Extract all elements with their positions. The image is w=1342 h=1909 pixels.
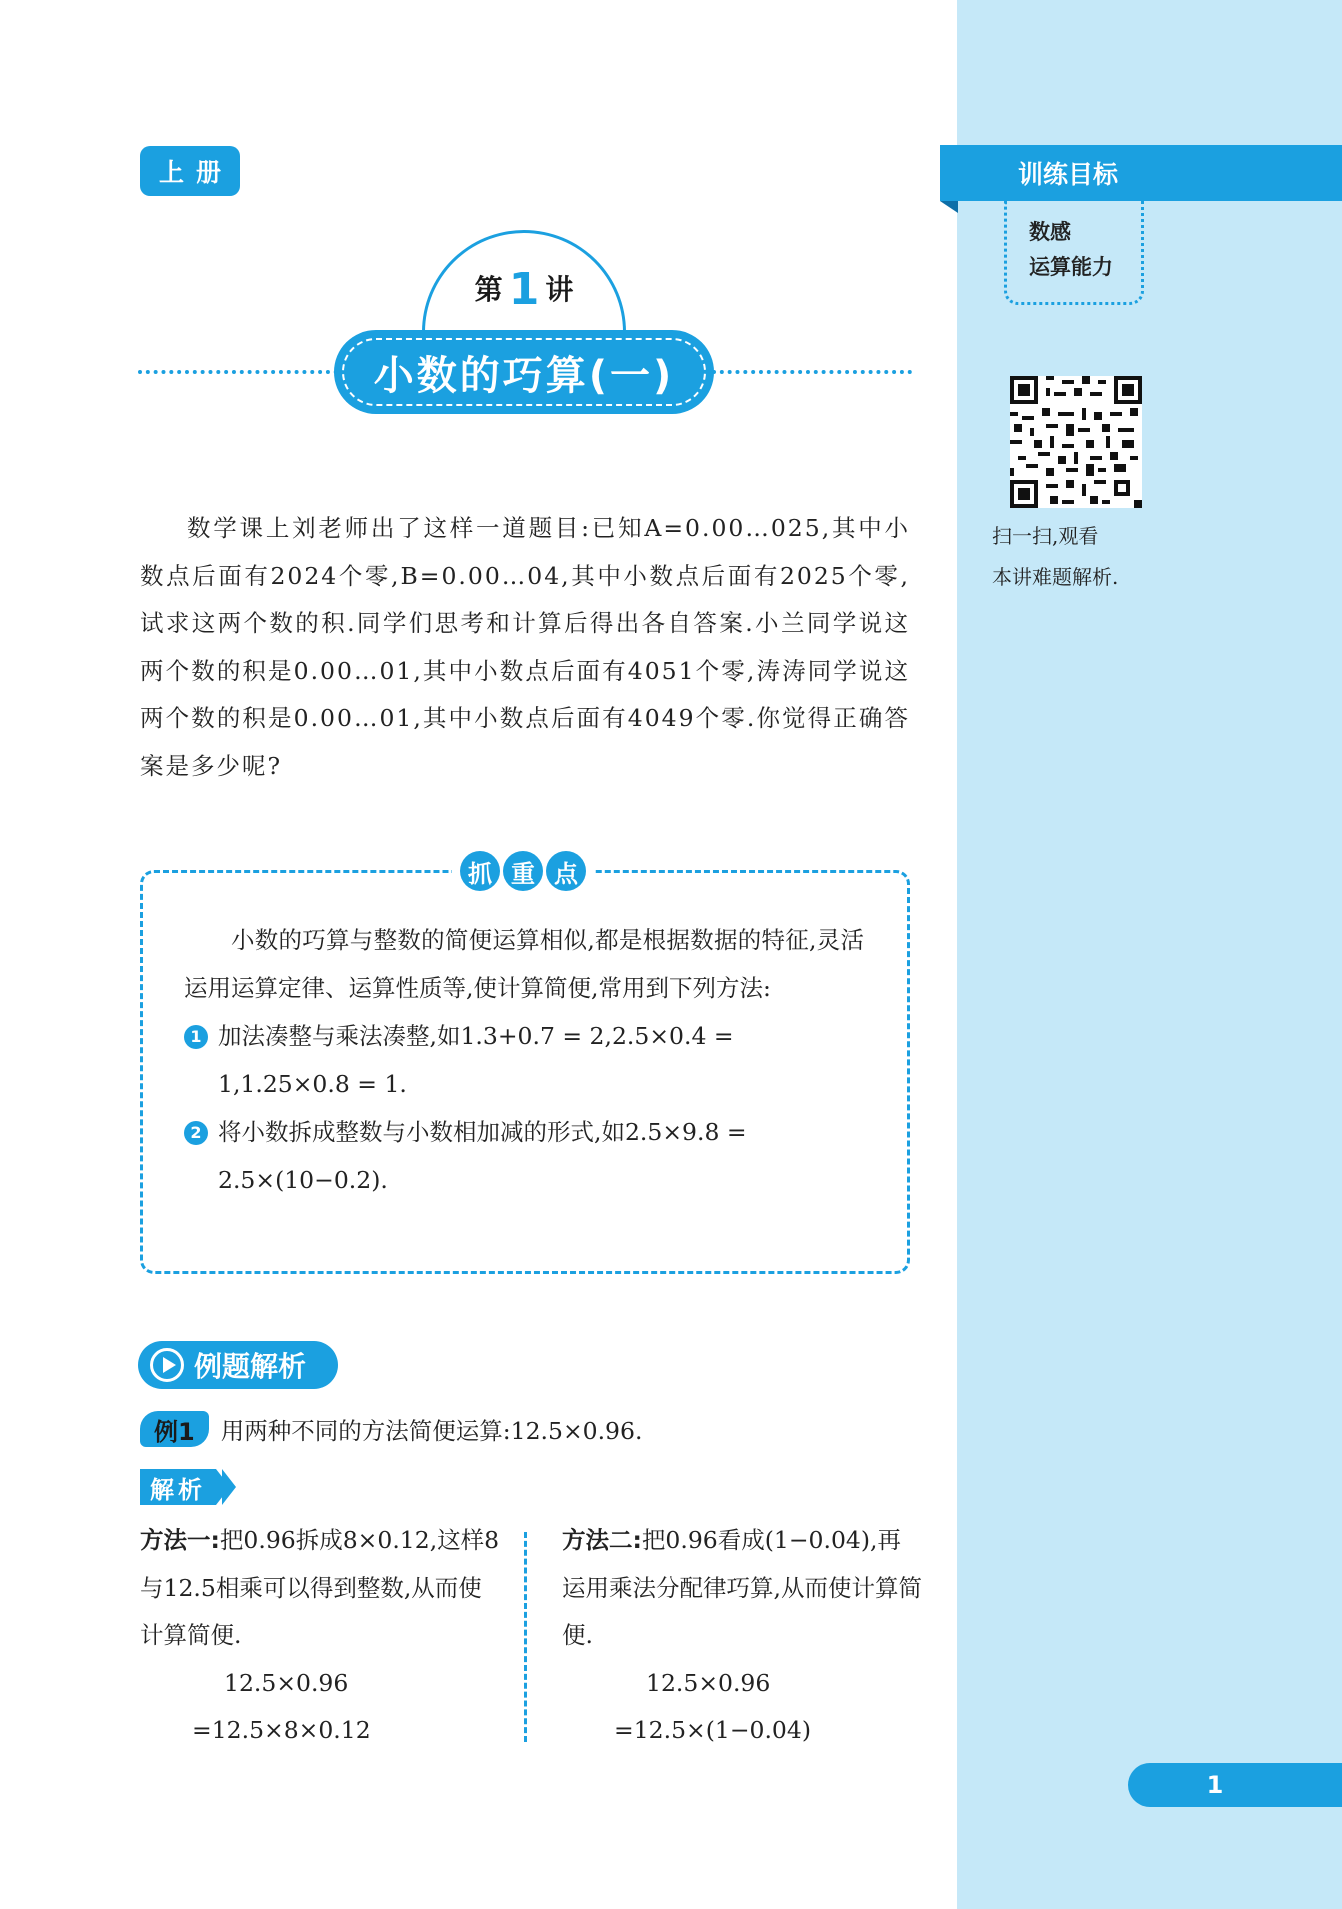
list-item-text: 将小数拆成整数与小数相加减的形式,如2.5×9.8 = 2.5×(10−0.2). xyxy=(218,1118,747,1194)
volume-tag: 上册 xyxy=(140,146,240,196)
example-label: 例1 xyxy=(140,1411,209,1447)
number-badge-icon: 2 xyxy=(184,1121,208,1145)
list-item-text: 加法凑整与乘法凑整,如1.3+0.7 = 2,2.5×0.4 = 1,1.25×0.8 = 1. xyxy=(218,1022,734,1098)
key-points-heading xyxy=(452,851,594,891)
lecture-title-area xyxy=(0,230,957,430)
key-badge: 重 xyxy=(503,851,543,891)
intro-paragraph xyxy=(140,505,910,790)
method-one-step: 12.5×0.96 xyxy=(224,1668,349,1697)
method-one xyxy=(140,1517,500,1755)
key-badge: 点 xyxy=(546,851,586,891)
chevron-right-icon xyxy=(222,1469,236,1505)
method-two-step: =12.5×(1−0.04) xyxy=(614,1716,812,1744)
title-dots-right xyxy=(712,370,912,374)
lecture-number: 第 1 讲 xyxy=(474,264,574,315)
list-item xyxy=(184,1108,864,1204)
method-two-step: 12.5×0.96 xyxy=(646,1668,771,1697)
qr-caption: 扫一扫,观看 本讲难题解析. xyxy=(992,524,1119,589)
section-title: 例题解析 xyxy=(194,1350,307,1383)
lecture-title-pill xyxy=(334,330,714,414)
key-points-content xyxy=(184,916,864,1204)
page-number: 1 xyxy=(1128,1763,1342,1807)
method-one-explanation: 方法一:把0.96拆成8×0.12,这样8与12.5相乘可以得到整数,从而使计算简便. xyxy=(140,1526,500,1649)
analysis-label: 解析 xyxy=(140,1469,216,1505)
method-two-explanation: 方法二:把0.96看成(1−0.04),再运用乘法分配律巧算,从而使计算简便. xyxy=(562,1526,922,1649)
goal-tab-fold xyxy=(940,201,958,213)
list-item xyxy=(184,1012,864,1108)
key-badge: 抓 xyxy=(460,851,500,891)
column-divider xyxy=(524,1532,527,1742)
number-badge-icon: 1 xyxy=(184,1025,208,1049)
example-section-heading xyxy=(138,1341,338,1389)
goal-item: 运算能力 xyxy=(1029,255,1113,279)
title-dots-left xyxy=(138,370,338,374)
key-points-paragraph: 小数的巧算与整数的简便运算相似,都是根据数据的特征,灵活运用运算定律、运算性质等,使计算简便,常用到下列方法: xyxy=(184,926,864,1002)
qr-code-icon[interactable] xyxy=(1010,376,1142,508)
method-one-step: =12.5×8×0.12 xyxy=(192,1716,371,1744)
training-goal-tab: 训练目标 xyxy=(940,145,1342,201)
method-two xyxy=(562,1517,922,1755)
play-icon xyxy=(150,1348,184,1382)
goal-item: 数感 xyxy=(1029,220,1071,244)
example-1 xyxy=(140,1411,642,1447)
page-title: 小数的巧算(一) xyxy=(342,338,706,406)
example-question: 用两种不同的方法简便运算:12.5×0.96. xyxy=(220,1417,643,1445)
intro-text: 数学课上刘老师出了这样一道题目:已知A=0.00…025,其中小数点后面有2024个零,B=0.00…04,其中小数点后面有2025个零,试求这两个数的积.同学们思考和计算后得出各自答案.小兰同学说这两个数的积是0.00…01,其中小数点后面有4051个零,涛涛同学说这两个数的积是0.00…01,其中小数点后面有4049个零.你觉得正确答案是多少呢? xyxy=(140,514,910,780)
training-goal-box xyxy=(1004,201,1144,305)
